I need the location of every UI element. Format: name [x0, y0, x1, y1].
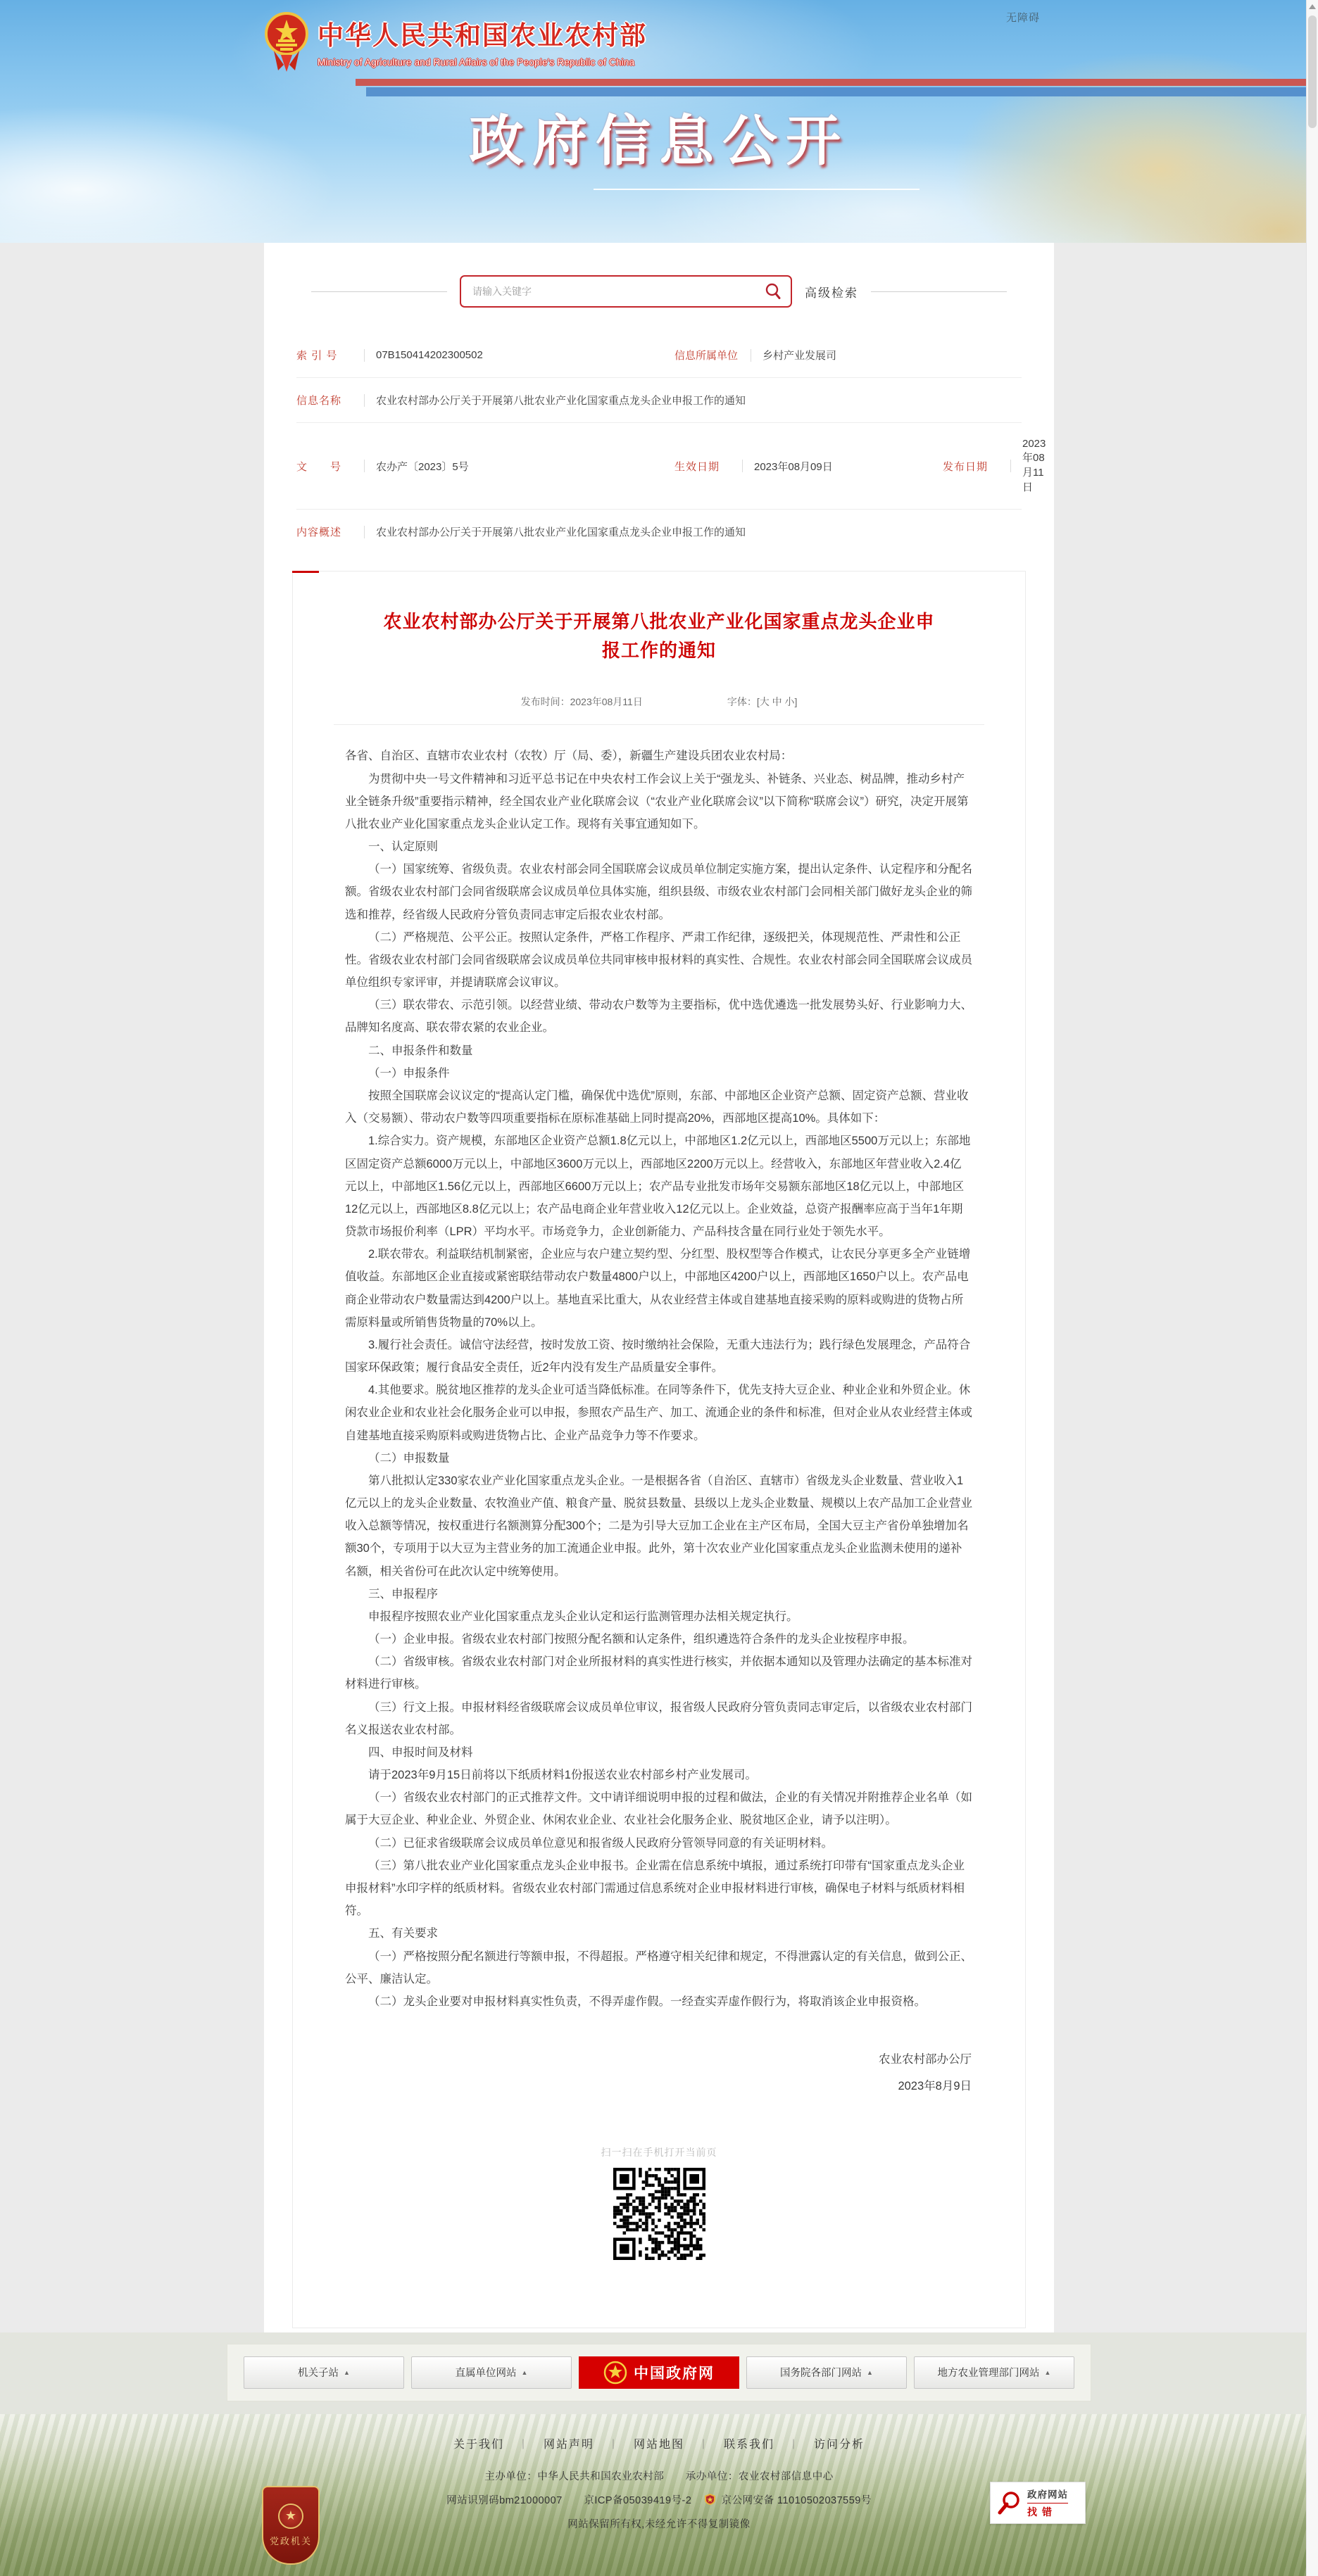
badge-label: 党政机关 [269, 2535, 312, 2546]
gov-portal-link[interactable]: 中国政府网 [579, 2356, 739, 2389]
meta-divider [1010, 460, 1011, 472]
article-paragraph: 2.联农带农。利益联结机制紧密，企业应与农户建立契约型、分红型、股权型等合作模式，让农民分享更多全产业链增值收益。东部地区企业直接或紧密联结带动农户数量4800户以上，中部地区4200户以上，西部地区1650户以上。农产品电商企业带动农户数量需达到4200户以上。基地直采比重大，从农业经营主体或自建基地直接采购的原料或购进的货物占所需原料量或所销售货物量的70%以上。 [345, 1248, 971, 1329]
site-title: 中华人民共和国农业农村部 [318, 21, 647, 50]
article-paragraph: 第八批拟认定330家农业产业化国家重点龙头企业。一是根据各省（自治区、直辖市）省级龙头企业数量、营业收入1亿元以上的龙头企业数量、农牧渔业产值、粮食产量、脱贫县数量、县级以上龙头企业数量、规模以上农产品加工企业营业收入总额等情况，按权重进行名额测算分配300个；二是为引导大豆加工企业在主产区布局，全国大豆主产省份单独增加名额30个，专项用于以大豆为主营业务的加工流通企业申报。此外，第十次农业产业化国家重点龙头企业监测未使用的递补名额，相关省份可在此次认定中统筹使用。 [345, 1474, 972, 1578]
footer-organizer: 承办单位：农业农村部信息中心 [685, 2470, 834, 2482]
search-input[interactable] [471, 285, 762, 298]
meta-value-index: 07B150414202300502 [376, 349, 483, 361]
footer-link[interactable]: 关于我们 [453, 2438, 504, 2451]
content-card [264, 243, 1054, 2332]
article-salutation: 各省、自治区、直辖市农业农村（农牧）厅（局、委），新疆生产建设兵团农业农村局： [345, 750, 793, 763]
article-meta-row [334, 686, 984, 725]
footer-codes-line [0, 2492, 1318, 2507]
site-identifier-code: 网站识别码bm21000007 [446, 2494, 563, 2506]
meta-row-index [296, 333, 1022, 378]
article-paragraph: 申报程序按照农业产业化国家重点龙头企业认定和运行监测管理办法相关规定执行。 [368, 1610, 798, 1623]
meta-row-docnum [296, 423, 1046, 510]
banner-title: 政府信息公开 [468, 110, 849, 172]
qr-caption: 扫一扫在手机打开当前页 [601, 2146, 717, 2158]
meta-label-unit: 信息所属单位 [674, 350, 739, 362]
dropdown-affiliated-units[interactable]: 直属单位网站 ▲ [411, 2356, 572, 2389]
article-paragraph: 二、申报条件和数量 [368, 1044, 473, 1057]
article-body [293, 725, 1025, 2017]
scrollbar-thumb[interactable] [1308, 15, 1317, 128]
article-paragraph: 1.综合实力。资产规模，东部地区企业资产总额1.8亿元以上，中部地区1.2亿元以上，西部地区5500万元以上；东部地区固定资产总额6000万元以上，中部地区3600万元以上，西部地区2200万元以上。经营收入，东部地区年营业收入2.4亿元以上，中部地区1.56亿元以上，西部地区6600万元以上；农产品专业批发市场年交易额东部地区18亿元以上，中部地区12亿元以上，西部地区8.8亿元以上；农产品电商企业年营业收入12亿元以上。企业效益，总资产报酬率应高于当年1年期贷款市场报价利率（LPR）平均水平。市场竞争力，企业创新能力、产品科技含量在同行业处于领先水平。 [345, 1135, 971, 1239]
article-paragraph: 4.其他要求。脱贫地区推荐的龙头企业可适当降低标准。在同等条件下，优先支持大豆企业、种业企业和外贸企业。休闲农业企业和农业社会化服务企业可以申报，参照农产品生产、加工、流通企业的条件和标准，但对企业从农业经营主体或自建基地直接采购原料或购进货物占比、企业产品竞争力等不作要求。 [345, 1384, 972, 1442]
article-paragraph: （三）联农带农、示范引领。以经营业绩、带动农户数等为主要指标，优中选优遴选一批发展势头好、行业影响力大、品牌知名度高、联农带农紧的农业企业。 [345, 999, 972, 1035]
meta-row-name [296, 378, 1022, 423]
meta-divider [742, 460, 743, 472]
police-badge-icon [705, 2494, 715, 2505]
meta-value-name: 农业农村部办公厅关于开展第八批农业产业化国家重点龙头企业申报工作的通知 [376, 395, 746, 407]
find-error-icon [998, 2491, 1022, 2515]
article-paragraph: （二）申报数量 [368, 1451, 450, 1465]
page-background [0, 243, 1318, 2332]
article-paragraph: （二）龙头企业要对申报材料真实性负责，不得弄虚作假。一经查实弄虚作假行为，将取消该企业申报资格。 [368, 1995, 926, 2008]
font-size-control[interactable]: 字体：[大 中 小] [727, 696, 798, 708]
caret-up-icon: ▲ [344, 2368, 350, 2376]
meta-label-publish: 发布日期 [943, 460, 989, 473]
divider-line-left [311, 291, 447, 292]
subnav-zone [0, 2332, 1318, 2414]
advanced-search-link[interactable]: 高级检索 [805, 286, 858, 300]
signature-org: 农业农村部办公厅 [879, 2053, 972, 2066]
site-logo[interactable] [264, 11, 647, 72]
footer-sponsor-line [0, 2468, 1318, 2483]
footer [0, 2414, 1318, 2576]
article-paragraph: （三）第八批农业产业化国家重点龙头企业申报书。企业需在信息系统中填报，通过系统打印带有“国家重点龙头企业申报材料”水印字样的纸质材料。省级农业农村部门需通过信息系统对企业申报材料进行审核，确保电子材料与纸质材料相符。 [345, 1859, 965, 1918]
qr-section [293, 2100, 1025, 2328]
national-emblem-icon [264, 11, 309, 72]
dropdown-agency-subsites[interactable]: 机关子站 ▲ [244, 2356, 404, 2389]
security-record-link[interactable]: 京公网安备 11010502037559号 [721, 2494, 872, 2506]
meta-divider [364, 526, 365, 538]
article-paragraph: 为贯彻中央一号文件精神和习近平总书记在中央农村工作会议上关于“强龙头、补链条、兴业态、树品牌，推动乡村产业全链条升级”重要指示精神，经全国农业产业化联席会议（“农业产业化联席会议”以下简称“联席会议”）研究，决定开展第八批农业产业化国家重点龙头企业认定工作。现将有关事宜通知如下。 [345, 772, 969, 831]
site-subtitle-en: Ministry of Agriculture and Rural Affairs of the People's Republic of China [318, 57, 635, 68]
article-paragraph: 三、申报程序 [368, 1587, 438, 1600]
meta-value-summary: 农业农村部办公厅关于开展第八批农业产业化国家重点龙头企业申报工作的通知 [376, 526, 746, 538]
meta-value-unit: 乡村产业发展司 [762, 350, 837, 362]
footer-link[interactable]: ｜ 网站声明 [504, 2435, 594, 2451]
article-paragraph: （二）省级审核。省级农业农村部门对企业所报材料的真实性进行核实，并依据本通知以及管理办法确定的基本标准对材料进行审核。 [345, 1655, 972, 1691]
badge-emblem-icon: ★ [278, 2504, 303, 2529]
article-paragraph: （一）申报条件 [368, 1066, 450, 1080]
article-paragraph: （一）严格按照分配名额进行等额申报，不得超报。严格遵守相关纪律和规定，不得泄露认定的有关信息，做到公正、公平、廉洁认定。 [345, 1950, 972, 1985]
scrollbar-track[interactable] [1306, 0, 1318, 2576]
article-paragraph: （一）国家统筹、省级负责。农业农村部会同全国联席会议成员单位制定实施方案，提出认定条件、认定程序和分配名额。省级农业农村部门会同省级联席会议成员单位具体实施，组织县级、市级农业农村部门会同相关部门做好龙头企业的筛选和推荐，经省级人民政府分管负责同志审定后报农业农村部。 [345, 863, 972, 921]
meta-value-docnum: 农办产〔2023〕5号 [376, 460, 469, 473]
dropdown-state-council-sites[interactable]: 国务院各部门网站 ▲ [746, 2356, 907, 2389]
article-paragraph: 五、有关要求 [368, 1927, 438, 1940]
logo-text [318, 11, 647, 68]
footer-copyright: 网站保留所有权,未经允许不得复制镜像 [567, 2518, 751, 2530]
meta-label-summary: 内容概述 [296, 526, 342, 538]
article-paragraph: 四、申报时间及材料 [368, 1745, 473, 1759]
footer-host: 主办单位：中华人民共和国农业农村部 [484, 2470, 665, 2482]
caret-up-icon: ▲ [521, 2368, 528, 2376]
website-error-report[interactable] [990, 2482, 1086, 2524]
meta-label-name: 信息名称 [296, 395, 342, 407]
footer-link[interactable]: ｜ 网站地图 [594, 2435, 684, 2451]
header-blue-stripe [366, 87, 1318, 96]
article-paragraph: （三）行文上报。申报材料经省级联席会议成员单位审议，报省级人民政府分管负责同志审定后，以省级农业农村部门名义报送农业农村部。 [345, 1700, 972, 1736]
meta-value-effective: 2023年08月09日 [754, 460, 833, 473]
article-paragraph: 按照全国联席会议议定的“提高认定门槛，确保优中选优”原则，东部、中部地区企业资产总额、固定资产总额、营业收入（交易额）、带动农户数等四项重要指标在原标准基础上同时提高20%，西部地区提高10%。具体如下： [345, 1089, 969, 1125]
search-icon [764, 282, 782, 301]
caret-up-icon: ▲ [1044, 2368, 1051, 2376]
meta-divider [364, 349, 365, 362]
signature-block [293, 2017, 1025, 2100]
icp-license-link[interactable]: 京ICP备05039419号-2 [584, 2494, 692, 2506]
find-error-subtitle: 找错 [1027, 2503, 1068, 2519]
meta-label-index: 索 引 号 [296, 350, 338, 362]
footer-link[interactable]: ｜ 联系我们 [684, 2435, 774, 2451]
find-error-title: 政府网站 [1027, 2489, 1068, 2500]
gov-emblem-icon [603, 2361, 627, 2385]
qr-code-image [613, 2168, 705, 2260]
article-paragraph: 请于2023年9月15日前将以下纸质材料1份报送农业农村部乡村产业发展司。 [368, 1769, 757, 1782]
article-title: 农业农村部办公厅关于开展第八批农业产业化国家重点龙头企业申报工作的通知 [383, 611, 935, 661]
signature-date: 2023年8月9日 [898, 2079, 972, 2092]
search-button[interactable] [762, 281, 784, 302]
meta-divider [364, 394, 365, 407]
article-paragraph: 3.履行社会责任。诚信守法经营，按时发放工资、按时缴纳社会保险，无重大违法行为；践行绿色发展理念，产品符合国家环保政策；履行食品安全责任，近2年内没有发生产品质量安全事件。 [345, 1338, 971, 1375]
document-meta-table [296, 333, 1046, 554]
caret-up-icon: ▲ [867, 2368, 873, 2376]
meta-label-docnum: 文 号 [296, 460, 342, 473]
footer-link[interactable]: ｜ 访问分析 [774, 2435, 865, 2451]
masthead [0, 0, 1318, 243]
article-paragraph: 一、认定原则 [368, 840, 438, 854]
divider-line-right [871, 291, 1007, 292]
footer-links [0, 2414, 1318, 2451]
article-container [292, 571, 1026, 2328]
article-paragraph: （二）已征求省级联席会议成员单位意见和报省级人民政府分管领导同意的有关证明材料。 [368, 1836, 833, 1850]
meta-divider [364, 460, 365, 472]
publish-time: 发布时间：2023年08月11日 [520, 696, 643, 708]
article-paragraph: （一）省级农业农村部门的正式推荐文件。文中请详细说明申报的过程和做法，企业的有关情况并附推荐企业名单（如属于大豆企业、种业企业、外贸企业、休闲农业企业、农业社会化服务企业、脱贫地区企业，请予以注明）。 [345, 1791, 972, 1827]
search-box [460, 275, 792, 308]
search-section [264, 243, 1054, 326]
header-red-stripe [356, 79, 1318, 86]
meta-label-effective: 生效日期 [674, 460, 720, 473]
subnav-panel [227, 2344, 1091, 2401]
party-gov-badge [262, 2486, 320, 2565]
accessibility-link[interactable]: 无障碍 [1005, 12, 1040, 24]
banner-underline [594, 189, 920, 190]
article-paragraph: （二）严格规范、公平公正。按照认定条件，严格工作程序、严肃工作纪律，逐级把关，体现规范性、严肃性和公正性。省级农业农村部门会同省级联席会议成员单位共同审核申报材料的真实性、合规性。农业农村部会同全国联席会议成员单位组织专家评审，并提请联席会议审议。 [345, 930, 972, 990]
scrollbar-up-arrow[interactable] [1309, 4, 1316, 9]
meta-row-summary [296, 510, 1022, 554]
dropdown-local-agri-sites[interactable]: 地方农业管理部门网站 ▲ [914, 2356, 1074, 2389]
meta-value-publish: 2023年08月11日 [1022, 438, 1046, 493]
article-paragraph: （一）企业申报。省级农业农村部门按照分配名额和认定条件，组织遴选符合条件的龙头企业按程序申报。 [368, 1633, 915, 1646]
